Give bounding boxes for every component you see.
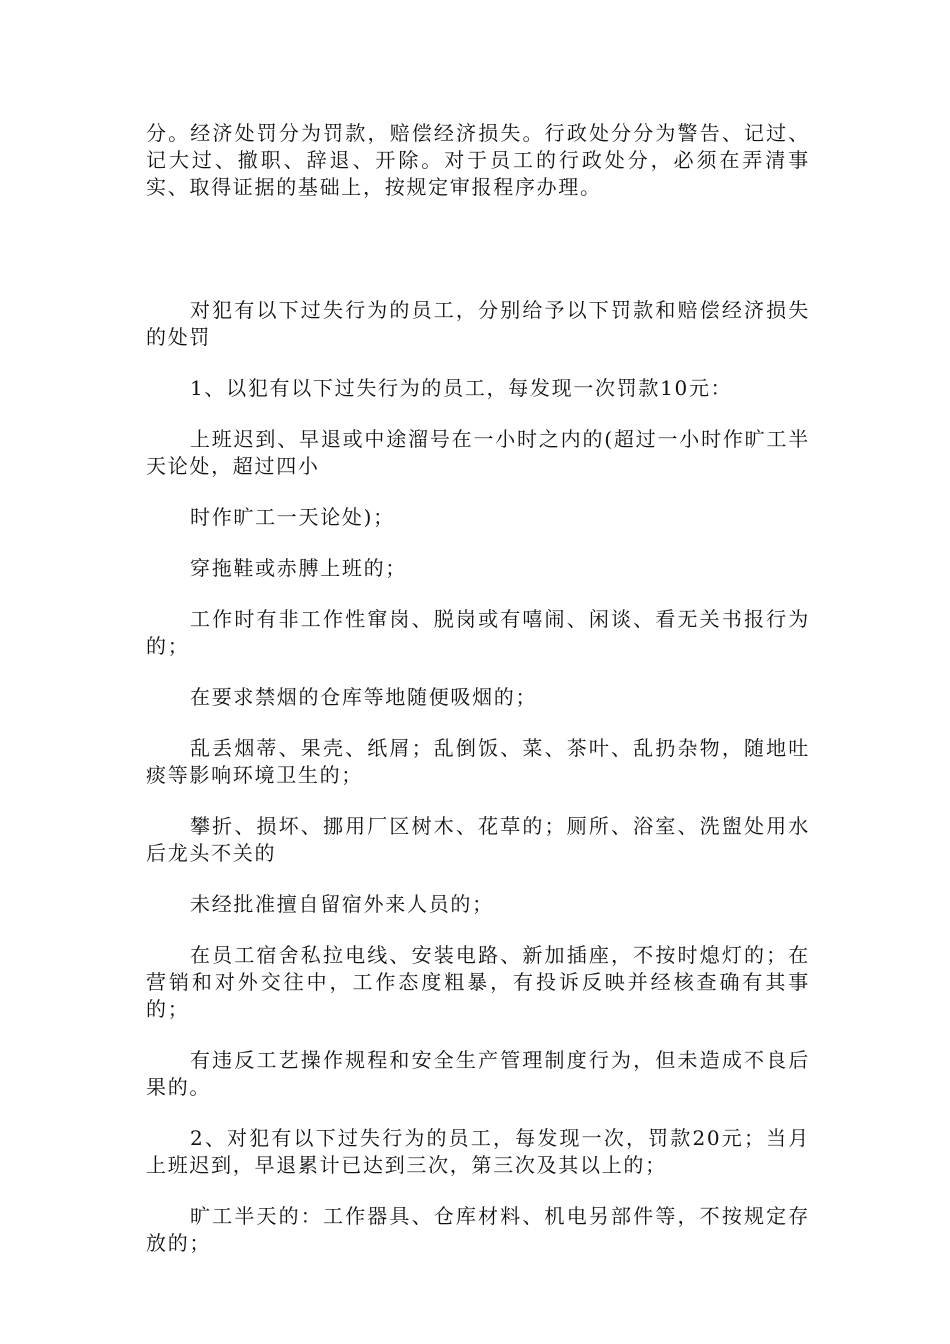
paragraph-rule-1-heading: 1、以犯有以下过失行为的员工，每发现一次罚款10元：	[190, 376, 733, 400]
paragraph-rule-2-heading: 2、对犯有以下过失行为的员工，每发现一次，罚款20元；当月上班迟到，早退累计已达到三次，第三次及其以上的；	[146, 1126, 810, 1177]
paragraph-off-post: 工作时有非工作性窜岗、脱岗或有嘻闹、闲谈、看无关书报行为的；	[146, 607, 810, 658]
paragraph-safety-violation: 有违反工艺操作规程和安全生产管理制度行为，但未造成不良后果的。	[146, 1048, 810, 1099]
paragraph-late-arrival-cont: 时作旷工一天论处)；	[190, 505, 395, 529]
paragraph-overnight-guests: 未经批准擅自留宿外来人员的；	[190, 892, 494, 916]
document-body	[146, 120, 810, 1257]
paragraph-dormitory-wiring: 在员工宿舍私拉电线、安装电路、新加插座，不按时熄灯的；在营销和对外交往中，工作态度粗暴，有投诉反映并经核查确有其事的；	[146, 943, 810, 1021]
paragraph-penalty-types: 分。经济处罚分为罚款，赔偿经济损失。行政处分分为警告、记过、记大过、撤职、辞退、开除。对于员工的行政处分，必须在弄清事实、取得证据的基础上，按规定审报程序办理。	[146, 121, 810, 199]
paragraph-penalty-intro: 对犯有以下过失行为的员工，分别给予以下罚款和赔偿经济损失的处罚	[146, 298, 810, 349]
paragraph-absence-storage: 旷工半天的：工作器具、仓库材料、机电另部件等，不按规定存放的；	[146, 1204, 810, 1255]
paragraph-littering: 乱丢烟蒂、果壳、纸屑；乱倒饭、菜、茶叶、乱扔杂物，随地吐痰等影响环境卫生的；	[146, 736, 810, 787]
paragraph-late-arrival: 上班迟到、早退或中途溜号在一小时之内的(超过一小时作旷工半天论处，超过四小	[146, 427, 810, 478]
paragraph-smoking: 在要求禁烟的仓库等地随便吸烟的；	[190, 685, 538, 709]
paragraph-plants-water: 攀折、损坏、挪用厂区树木、花草的；厕所、浴室、洗盥处用水后龙头不关的	[146, 814, 810, 865]
paragraph-slippers: 穿拖鞋或赤膊上班的；	[190, 556, 407, 580]
